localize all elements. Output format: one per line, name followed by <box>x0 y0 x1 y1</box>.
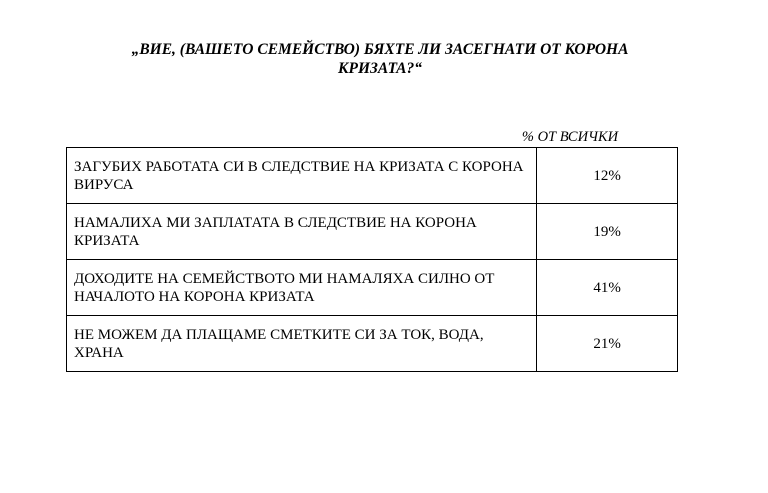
row-value: 19% <box>537 204 678 260</box>
table-row <box>67 148 678 204</box>
results-table <box>66 147 678 372</box>
table-row <box>67 260 678 316</box>
table-row <box>67 204 678 260</box>
row-label: ЗАГУБИХ РАБОТАТА СИ В СЛЕДСТВИЕ НА КРИЗАТА С КОРОНА ВИРУСА <box>67 148 537 204</box>
row-value: 41% <box>537 260 678 316</box>
table-row <box>67 316 678 372</box>
document-title <box>100 40 660 78</box>
row-label: НАМАЛИХА МИ ЗАПЛАТАТА В СЛЕДСТВИЕ НА КОРОНА КРИЗАТА <box>67 204 537 260</box>
column-header: % ОТ ВСИЧКИ <box>521 129 619 145</box>
document-title-line-1: „ВИЕ, (ВАШЕТО СЕМЕЙСТВО) БЯХТЕ ЛИ ЗАСЕГНАТИ ОТ КОРОНА <box>131 41 629 58</box>
row-value: 12% <box>537 148 678 204</box>
row-value: 21% <box>537 316 678 372</box>
row-label: НЕ МОЖЕМ ДА ПЛАЩАМЕ СМЕТКИТЕ СИ ЗА ТОК, ВОДА, ХРАНА <box>67 316 537 372</box>
row-label: ДОХОДИТЕ НА СЕМЕЙСТВОТО МИ НАМАЛЯХА СИЛНО ОТ НАЧАЛОТО НА КОРОНА КРИЗАТА <box>67 260 537 316</box>
document-title-line-2: КРИЗАТА?“ <box>337 60 422 77</box>
